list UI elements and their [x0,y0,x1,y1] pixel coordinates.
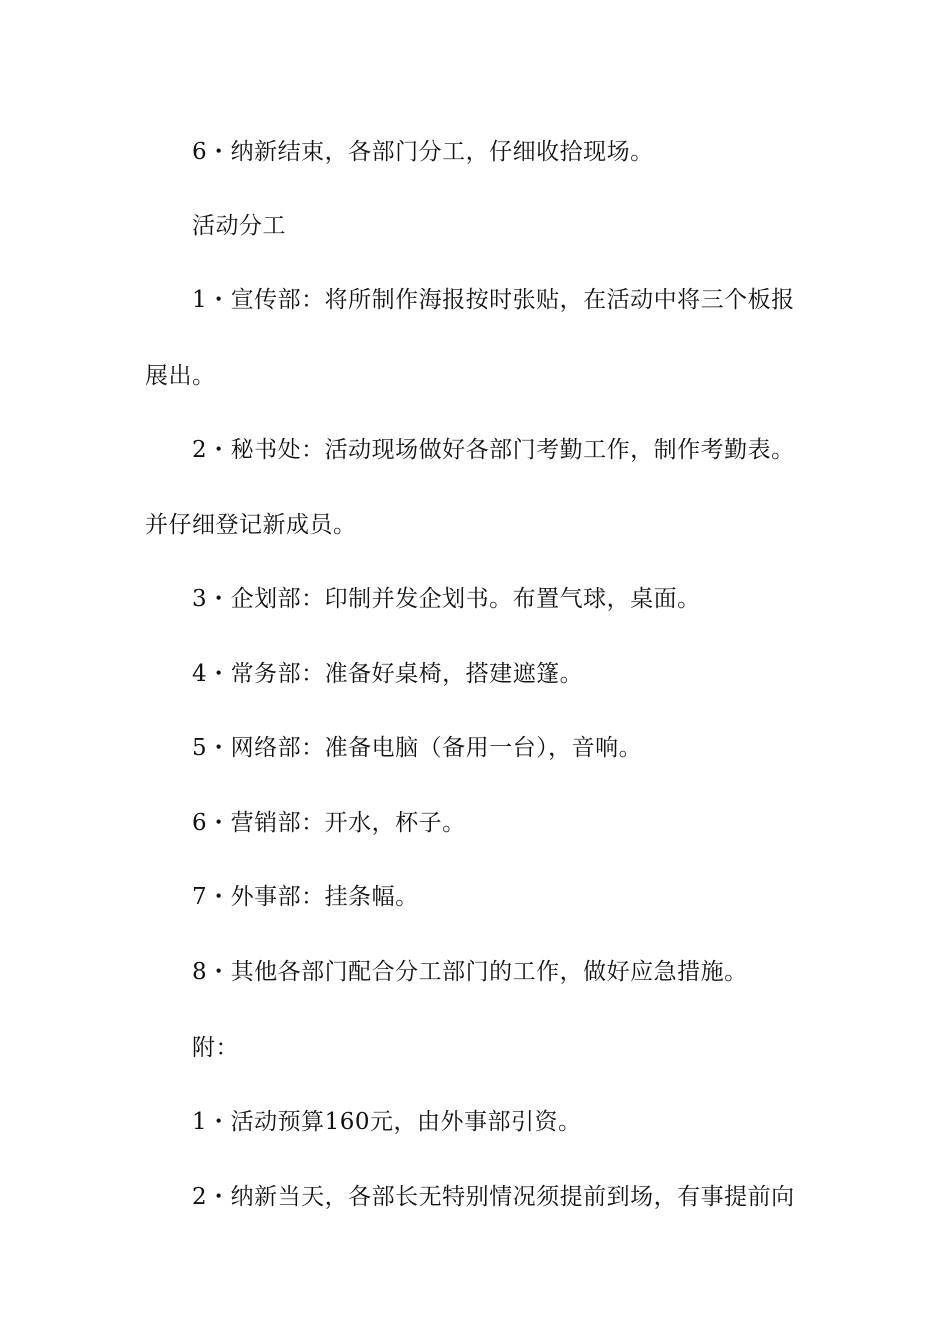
paragraph-line: 6・营销部：开水，杯子。 [192,810,466,836]
paragraph-line: 3・企划部：印制并发企划书。布置气球，桌面。 [192,586,701,612]
section-heading: 活动分工 [192,213,286,239]
paragraph-line: 2・纳新当天，各部长无特别情况须提前到场，有事提前向 [192,1184,795,1210]
paragraph-line: 1・宣传部：将所制作海报按时张贴，在活动中将三个板报 [192,287,795,313]
paragraph-line: 8・其他各部门配合分工部门的工作，做好应急措施。 [192,959,748,985]
paragraph-line: 7・外事部：挂条幅。 [192,884,419,910]
section-heading: 附： [192,1035,239,1061]
paragraph-line: 2・秘书处：活动现场做好各部门考勤工作，制作考勤表。 [192,437,795,463]
paragraph-line: 4・常务部：准备好桌椅，搭建遮篷。 [192,661,584,687]
paragraph-line: 5・网络部：准备电脑（备用一台），音响。 [192,735,643,761]
paragraph-line: 6・纳新结束，各部门分工，仔细收拾现场。 [192,139,654,165]
paragraph-continuation: 并仔细登记新成员。 [145,512,357,538]
paragraph-line: 1・活动预算160元，由外事部引资。 [192,1109,582,1135]
paragraph-continuation: 展出。 [145,363,216,389]
